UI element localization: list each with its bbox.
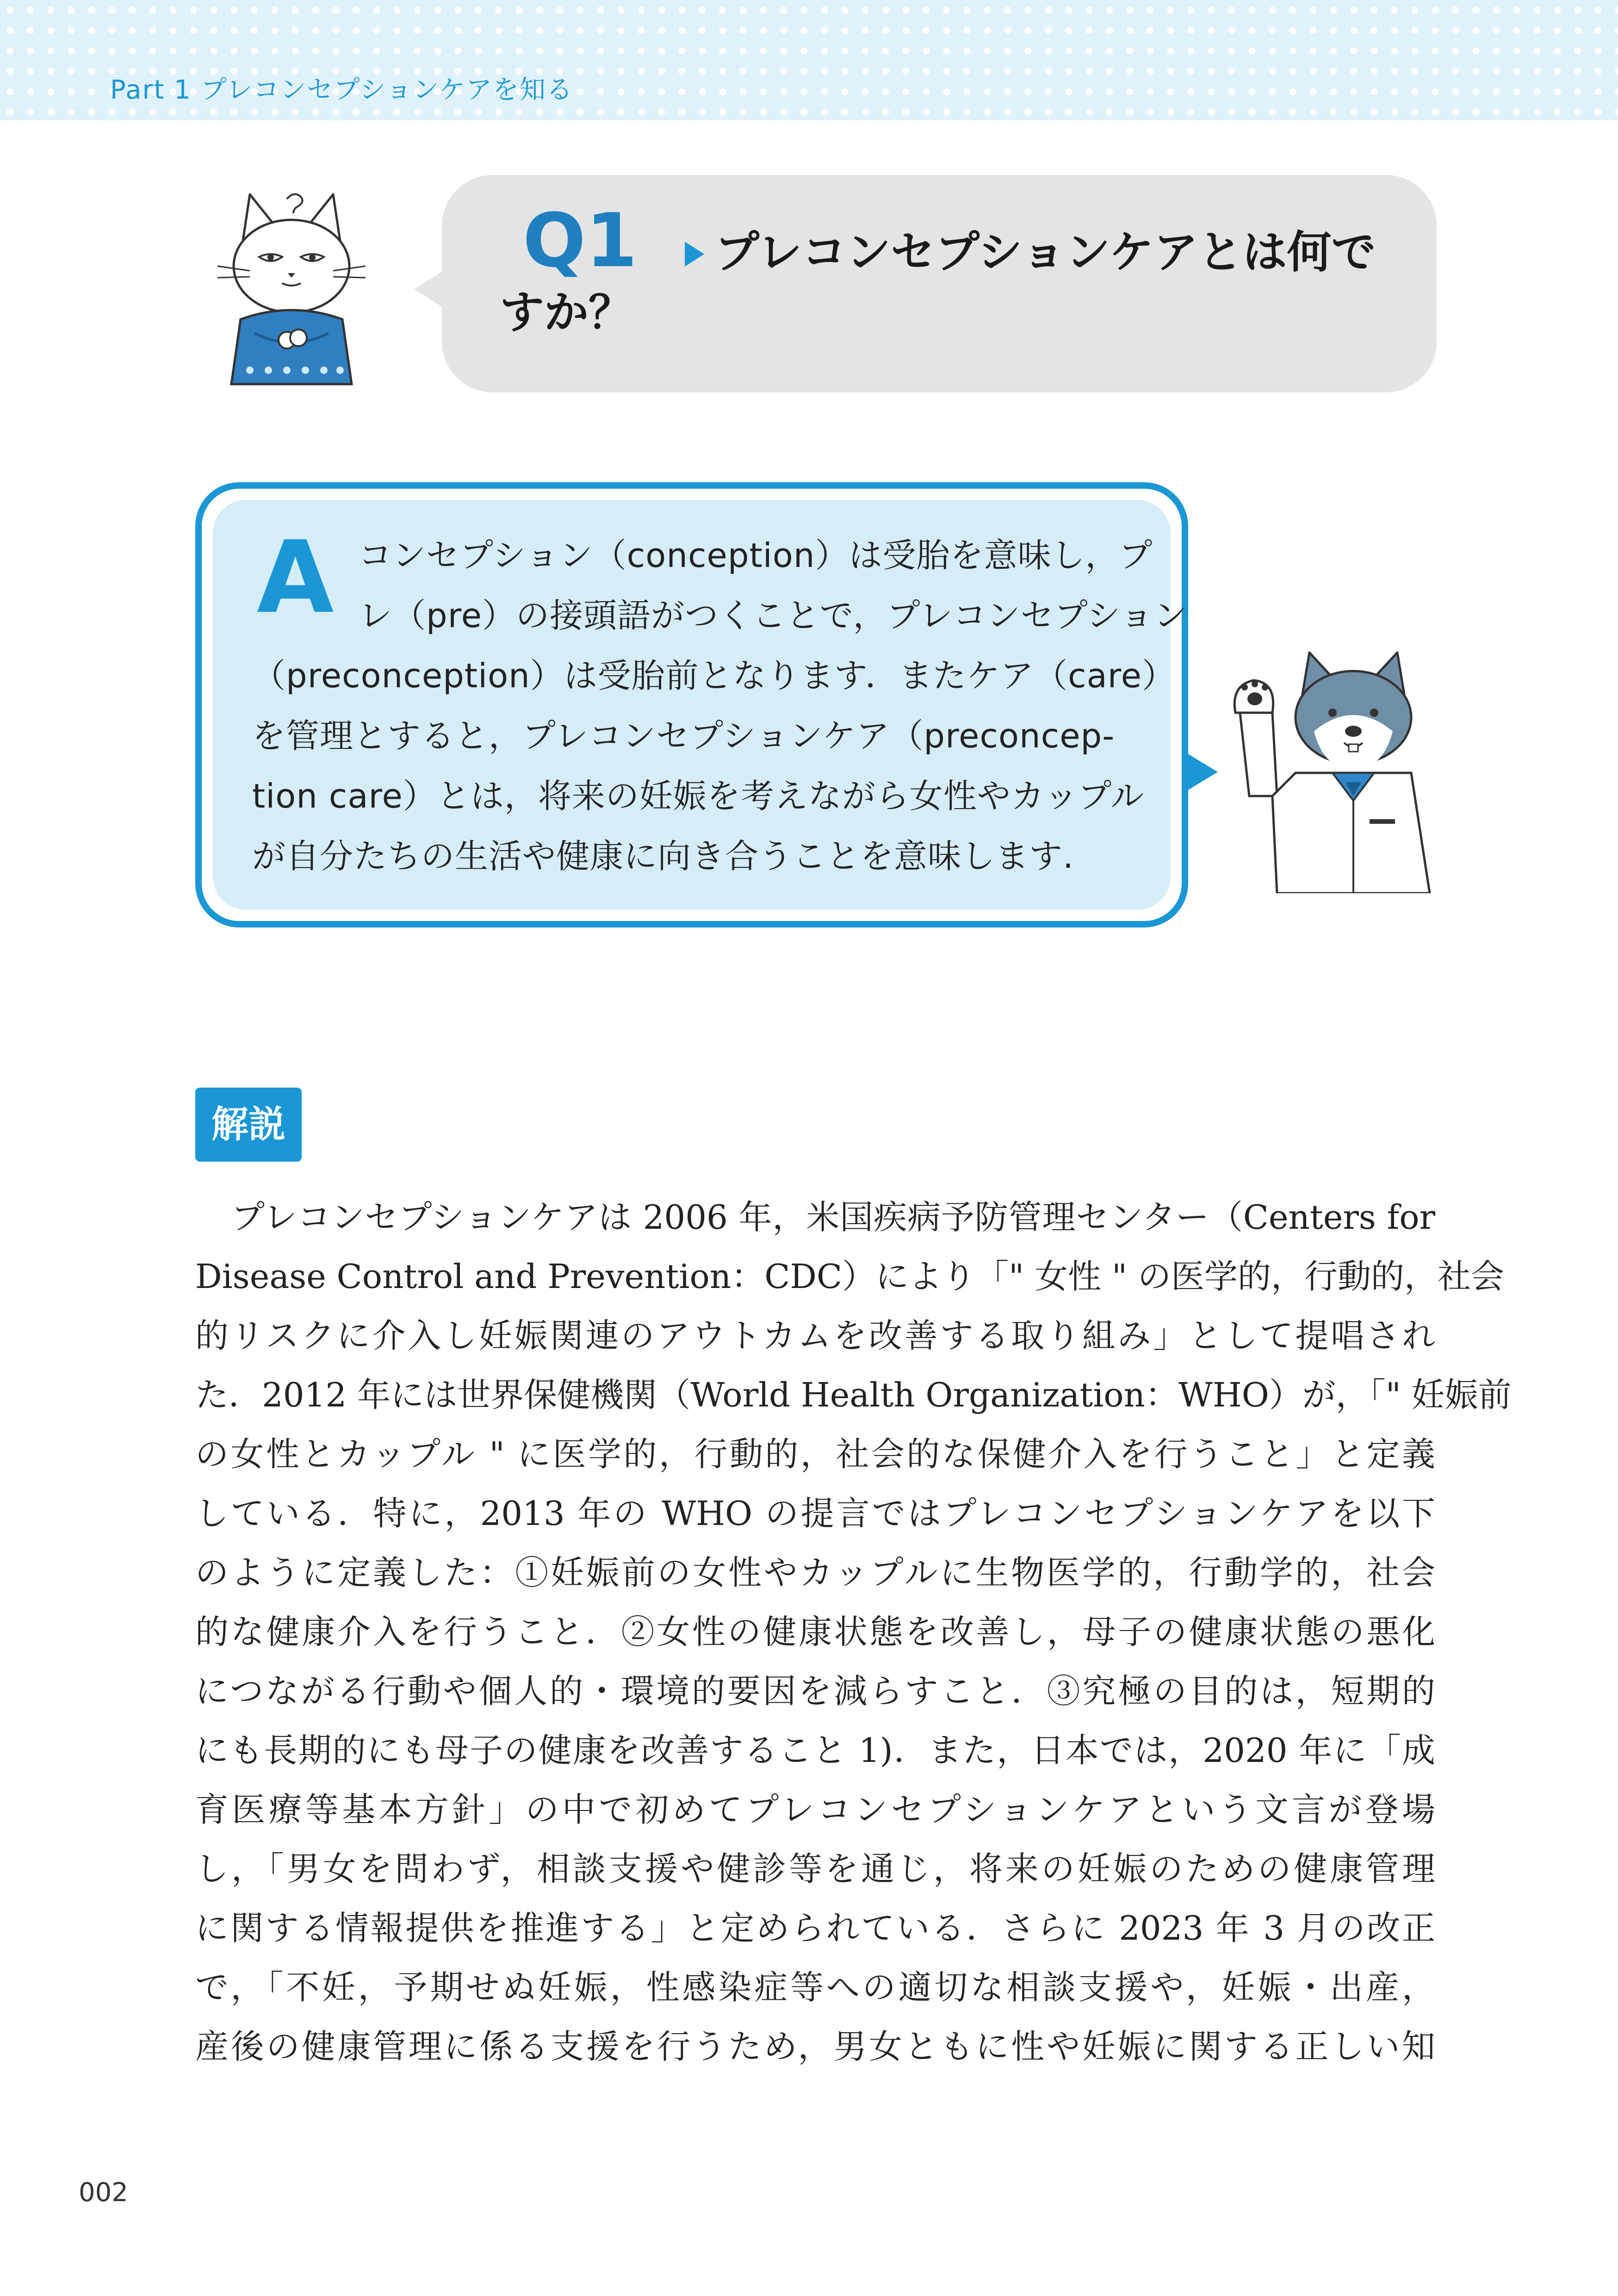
commentary-line: し，「男女を問わず，相談支援や健診等を通じ，将来の妊娠のための健康管理 xyxy=(195,1849,1435,1888)
answer-line: コンセプション（conception）は受胎を意味し，プ xyxy=(359,536,1153,575)
answer-line: tion care）とは，将来の妊娠を考えながら女性やカップル xyxy=(252,777,1145,815)
commentary-line: の女性とカップル " に医学的，行動的，社会的な保健介入を行うこと」と定義 xyxy=(195,1435,1435,1474)
answer-box-pointer xyxy=(1187,753,1218,790)
dog-doctor-illustration xyxy=(1221,643,1439,893)
commentary-label: 解説 xyxy=(195,1088,302,1162)
commentary-line: た．2012 年には世界保健機関（World Health Organization：WHO）が，「" 妊娠前 xyxy=(195,1375,1512,1414)
answer-line: を管理とすると，プレコンセプションケア（preconcep- xyxy=(252,716,1115,755)
commentary-line: プレコンセプションケアは 2006 年，米国疾病予防管理センター（Centers for xyxy=(231,1198,1435,1237)
question-bubble-pointer xyxy=(414,271,444,308)
question-text-line-2: すか？ xyxy=(500,286,633,338)
cat-character-illustration xyxy=(199,185,384,389)
commentary-line: につながる行動や個人的・環境的要因を減らすこと．③究極の目的は，短期的 xyxy=(195,1672,1435,1711)
answer-line: レ（pre）の接頭語がつくことで，プレコンセプション xyxy=(359,596,1188,635)
commentary-line: 的な健康介入を行うこと．②女性の健康状態を改善し，母子の健康状態の悪化 xyxy=(195,1612,1435,1651)
part-title: Part 1 プレコンセプションケアを知る xyxy=(110,75,574,105)
commentary-line: のように定義した：①妊娠前の女性やカップルに生物医学的，行動学的，社会 xyxy=(195,1553,1435,1592)
answer-line: が自分たちの生活や健康に向き合うことを意味します. xyxy=(252,837,1074,876)
commentary-line: で，「不妊，予期せぬ妊娠，性感染症等への適切な相談支援や，妊娠・出産， xyxy=(195,1968,1435,2007)
commentary-line: にも長期的にも母子の健康を改善すること 1)．また，日本では，2020 年に「成 xyxy=(195,1731,1435,1770)
question-number: Q1 xyxy=(523,197,638,284)
commentary-line: 的リスクに介入し妊娠関連のアウトカムを改善する取り組み」として提唱され xyxy=(195,1316,1435,1355)
commentary-line: に関する情報提供を推進する」と定められている．さらに 2023 年 3 月の改正 xyxy=(195,1909,1435,1948)
answer-line: （preconception）は受胎前となります．またケア（care） xyxy=(252,656,1176,695)
question-text-line-1: プレコンセプションケアとは何で xyxy=(715,226,1376,278)
commentary-line: 産後の健康管理に係る支援を行うため，男女ともに性や妊娠に関する正しい知 xyxy=(195,2027,1435,2066)
answer-letter: A xyxy=(257,519,334,635)
commentary-line: Disease Control and Prevention：CDC）により「" 女性 " の医学的，行動的，社会 xyxy=(195,1257,1504,1296)
commentary-line: している．特に，2013 年の WHO の提言ではプレコンセプションケアを以下 xyxy=(195,1494,1435,1533)
triangle-bullet-icon xyxy=(685,242,704,267)
commentary-line: 育医療等基本方針」の中で初めてプレコンセプションケアという文言が登場 xyxy=(195,1790,1435,1829)
page-number: 002 xyxy=(79,2178,128,2208)
